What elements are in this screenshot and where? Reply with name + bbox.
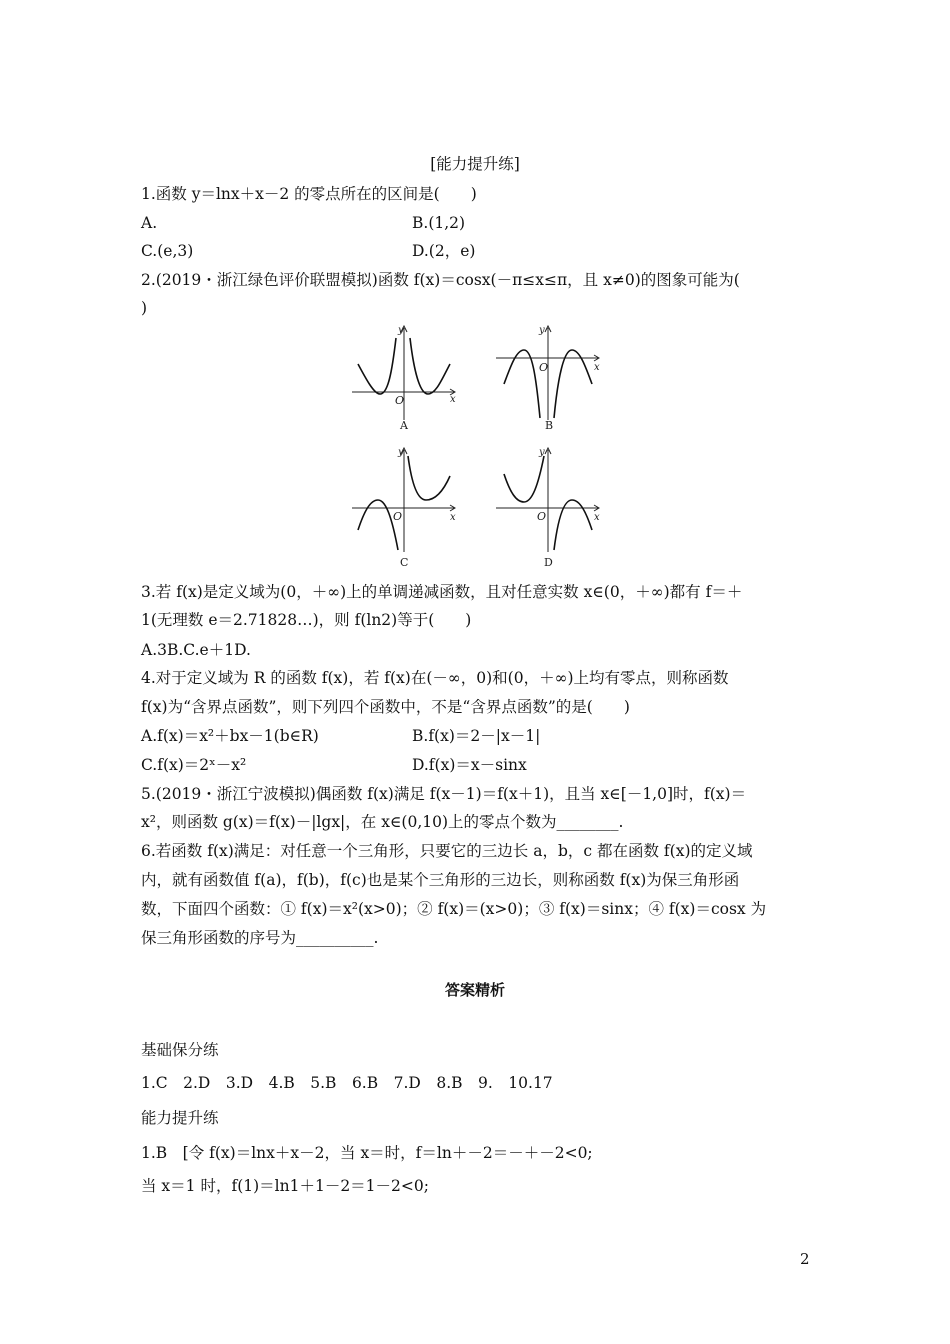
graph-b [494,324,604,434]
advanced-section-title: 能力提升练 [141,1109,219,1127]
q4-option-c: C.f(x)＝2ˣ－x² [141,756,247,774]
answer-1-line-1: 1.B [令 f(x)＝lnx＋x－2，当 x＝时，f＝ln＋－2＝－＋－2<0; [141,1144,593,1162]
q6-line-4: 保三角形函数的序号为__________. [141,929,379,947]
graph-c-caption: C [400,556,409,569]
q3-line-2: 1(无理数 e＝2.71828…)，则 f(ln2)等于( ) [141,611,472,629]
graph-c [350,446,460,571]
basic-section-title: 基础保分练 [141,1041,219,1059]
q1-option-d: D.(2，e) [412,242,476,260]
q3-line-1: 3.若 f(x)是定义域为(0，＋∞)上的单调递减函数，且对任意实数 x∈(0，＋∞)都有 f＝＋ [141,583,743,601]
q1-option-b: B.(1,2) [412,214,466,232]
page-number: 2 [800,1250,810,1268]
q2-stem-cont: ) [141,299,148,317]
q6-line-3: 数，下面四个函数：① f(x)＝x²(x>0)；② f(x)＝(x>0)；③ f(x)＝sinx；④ f(x)＝cosx 为 [141,900,767,918]
axis-x-label: x [450,394,456,405]
q4-option-a: A.f(x)＝x²＋bx－1(b∈R) [141,727,319,745]
q2-stem: 2.(2019・浙江绿色评价联盟模拟)函数 f(x)＝cosx(－π≤x≤π，且 x≠0)的图象可能为( [141,271,740,289]
section-title: [能力提升练] [430,155,520,173]
origin-label: O [393,510,403,523]
answers-title: 答案精析 [444,981,505,999]
graph-a-caption: A [400,419,408,432]
axis-y-label: y [398,325,404,336]
origin-label: O [395,394,405,407]
q1-option-c: C.(e,3) [141,242,194,260]
q1-option-a: A. [141,214,158,232]
q6-line-2: 内，就有函数值 f(a)，f(b)，f(c)也是某个三角形的三边长，则称函数 f(x)为保三角形函 [141,871,740,889]
q5-line-2: x²，则函数 g(x)＝f(x)－|lgx|，在 x∈(0,10)上的零点个数为________. [141,813,624,831]
graph-d-caption: D [544,556,553,569]
q6-line-1: 6.若函数 f(x)满足：对任意一个三角形，只要它的三边长 a，b，c 都在函数 f(x)的定义域 [141,842,753,860]
axis-y-label: y [539,447,545,458]
origin-label: O [537,510,547,523]
origin-label: O [539,361,549,374]
axis-y-label: y [539,325,545,336]
basic-answers: 1.C 2.D 3.D 4.B 5.B 6.B 7.D 8.B 9. 10.17 [141,1074,553,1092]
axis-x-label: x [594,512,600,523]
axis-x-label: x [594,362,600,373]
q4-option-d: D.f(x)＝x－sinx [412,756,527,774]
q3-line-3: A.3B.C.e＋1D. [141,641,251,659]
axis-x-label: x [450,512,456,523]
q4-line-2: f(x)为“含界点函数”，则下列四个函数中，不是“含界点函数”的是( ) [141,698,630,716]
q5-line-1: 5.(2019・浙江宁波模拟)偶函数 f(x)满足 f(x－1)＝f(x＋1)，且当 x∈[－1,0]时，f(x)＝ [141,785,747,803]
graph-b-caption: B [545,419,554,432]
q1-stem: 1.函数 y＝lnx＋x－2 的零点所在的区间是( ) [141,185,477,203]
axis-y-label: y [398,447,404,458]
q4-option-b: B.f(x)＝2－|x－1| [412,727,541,745]
answer-1-line-2: 当 x＝1 时，f(1)＝ln1＋1－2＝1－2<0; [141,1177,429,1195]
graph-d [494,446,604,571]
graph-a [350,324,460,434]
q4-line-1: 4.对于定义域为 R 的函数 f(x)，若 f(x)在(－∞，0)和(0，＋∞)上均有零点，则称函数 [141,669,729,687]
